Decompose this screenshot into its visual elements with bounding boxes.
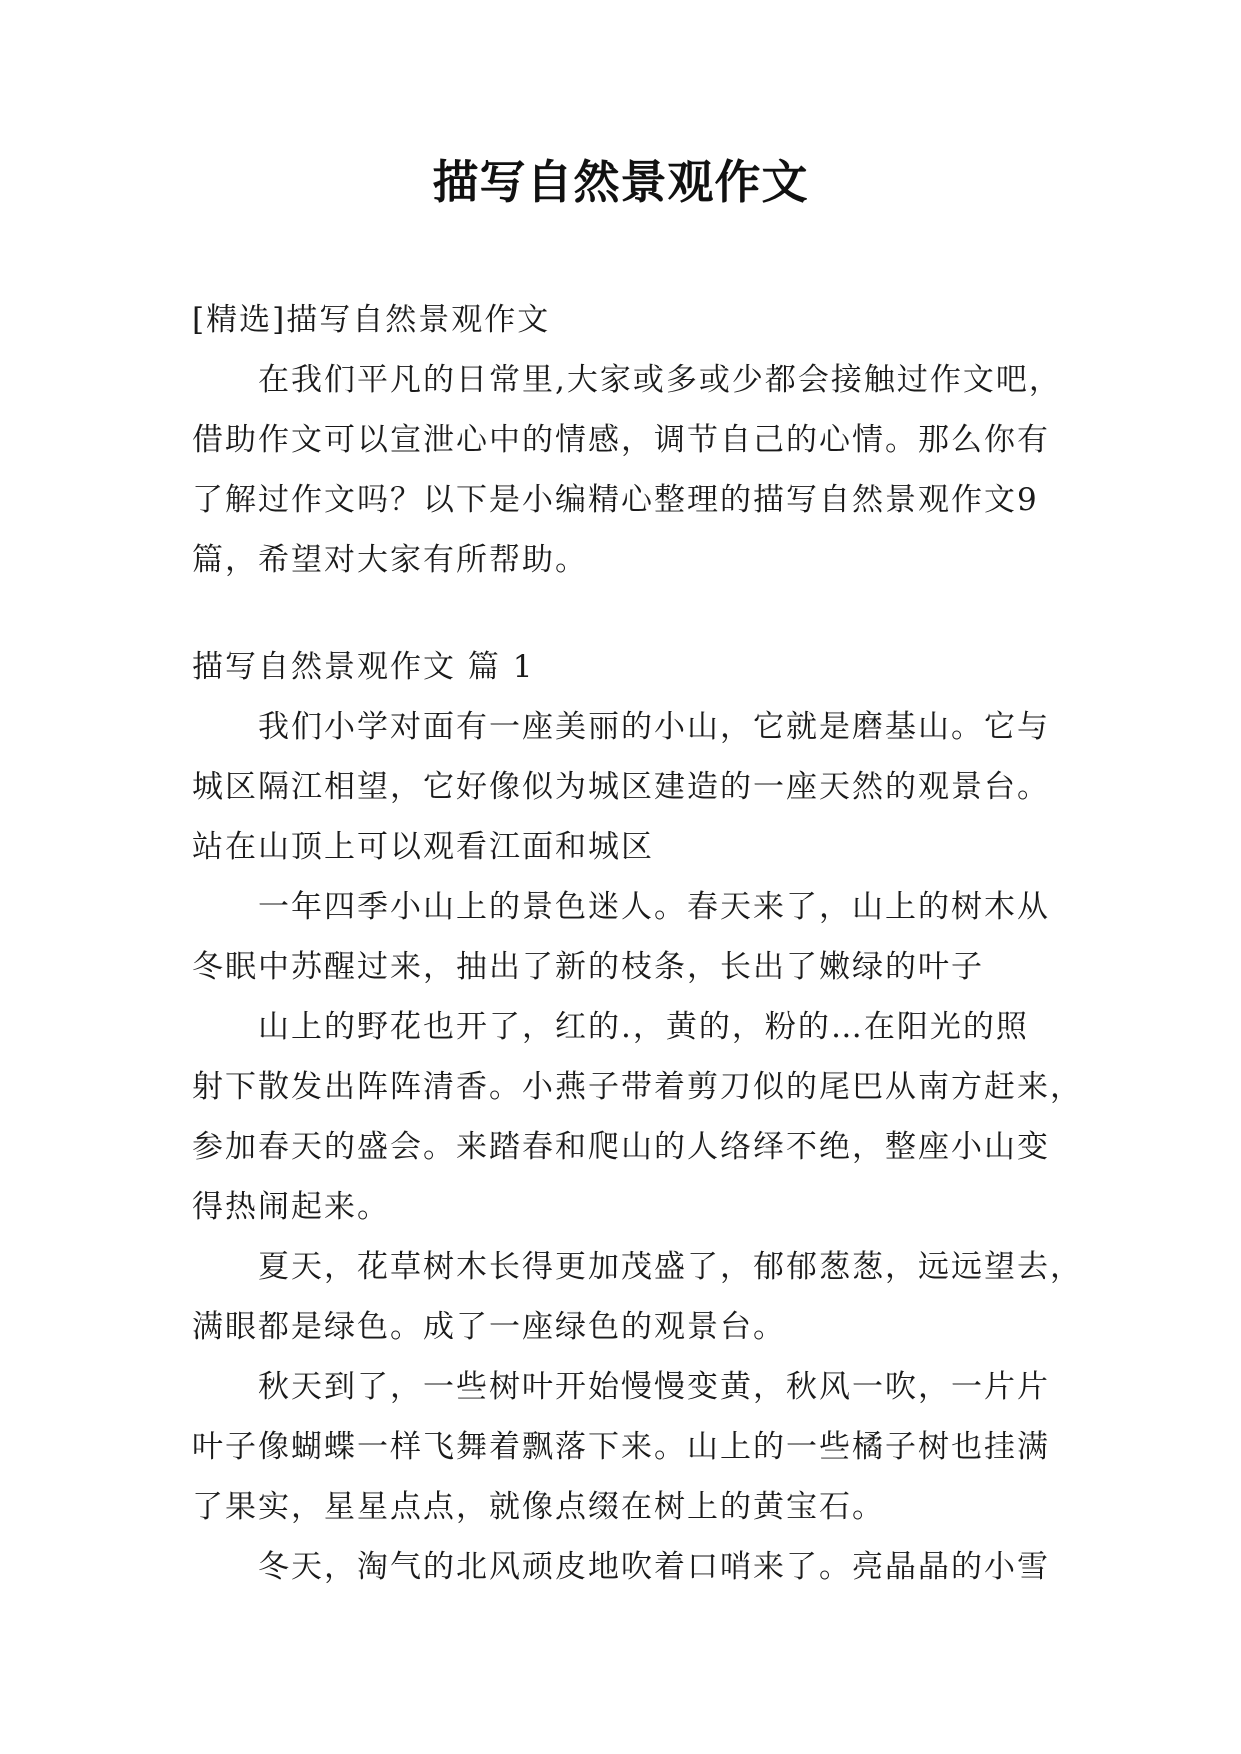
text-line: 得热闹起来。 <box>192 1189 390 1225</box>
section-heading: 描写自然景观作文 篇 1 <box>192 649 535 685</box>
text-line: 冬眠中苏醒过来，抽出了新的枝条，长出了嫩绿的叶子 <box>192 949 984 985</box>
text-line: 了果实，星星点点，就像点缀在树上的黄宝石。 <box>192 1489 885 1525</box>
text-line: 夏天，花草树木长得更加茂盛了，郁郁葱葱，远远望去， <box>258 1249 1083 1285</box>
intro-paragraph <box>192 350 1062 590</box>
document-title: 描写自然景观作文 <box>432 155 809 209</box>
paragraph <box>192 1537 1057 1597</box>
text-line: 城区隔江相望，它好像似为城区建造的一座天然的观景台。 <box>192 769 1050 805</box>
text-line: 冬天，淘气的北风顽皮地吹着口哨来了。亮晶晶的小雪 <box>258 1549 1050 1585</box>
text-line: 了解过作文吗？以下是小编精心整理的描写自然景观作文9 <box>192 482 1039 518</box>
text-line: 一年四季小山上的景色迷人。春天来了，山上的树木从 <box>258 889 1050 925</box>
text-line: 参加春天的盛会。来踏春和爬山的人络绎不绝，整座小山变 <box>192 1129 1050 1165</box>
document-subtitle: [精选]描写自然景观作文 <box>192 302 551 338</box>
paragraph <box>192 997 1083 1237</box>
paragraph <box>192 1357 1057 1537</box>
paragraph <box>192 877 1057 997</box>
section-spacer <box>192 590 1057 637</box>
text-line: 站在山顶上可以观看江面和城区 <box>192 829 654 865</box>
text-line: 山上的野花也开了，红的.，黄的，粉的…在阳光的照 <box>258 1009 1029 1045</box>
text-line: 秋天到了，一些树叶开始慢慢变黄，秋风一吹，一片片 <box>258 1369 1050 1405</box>
text-line: 我们小学对面有一座美丽的小山，它就是磨基山。它与 <box>258 709 1050 745</box>
text-line: 满眼都是绿色。成了一座绿色的观景台。 <box>192 1309 786 1345</box>
text-line: 篇，希望对大家有所帮助。 <box>192 542 588 578</box>
text-line: 在我们平凡的日常里,大家或多或少都会接触过作文吧， <box>258 362 1062 398</box>
text-line: 射下散发出阵阵清香。小燕子带着剪刀似的尾巴从南方赶来， <box>192 1069 1083 1105</box>
document-body <box>192 290 1083 1597</box>
paragraph <box>192 697 1057 877</box>
paragraph <box>192 1237 1083 1357</box>
text-line: 借助作文可以宣泄心中的情感，调节自己的心情。那么你有 <box>192 422 1050 458</box>
text-line: 叶子像蝴蝶一样飞舞着飘落下来。山上的一些橘子树也挂满 <box>192 1429 1050 1465</box>
